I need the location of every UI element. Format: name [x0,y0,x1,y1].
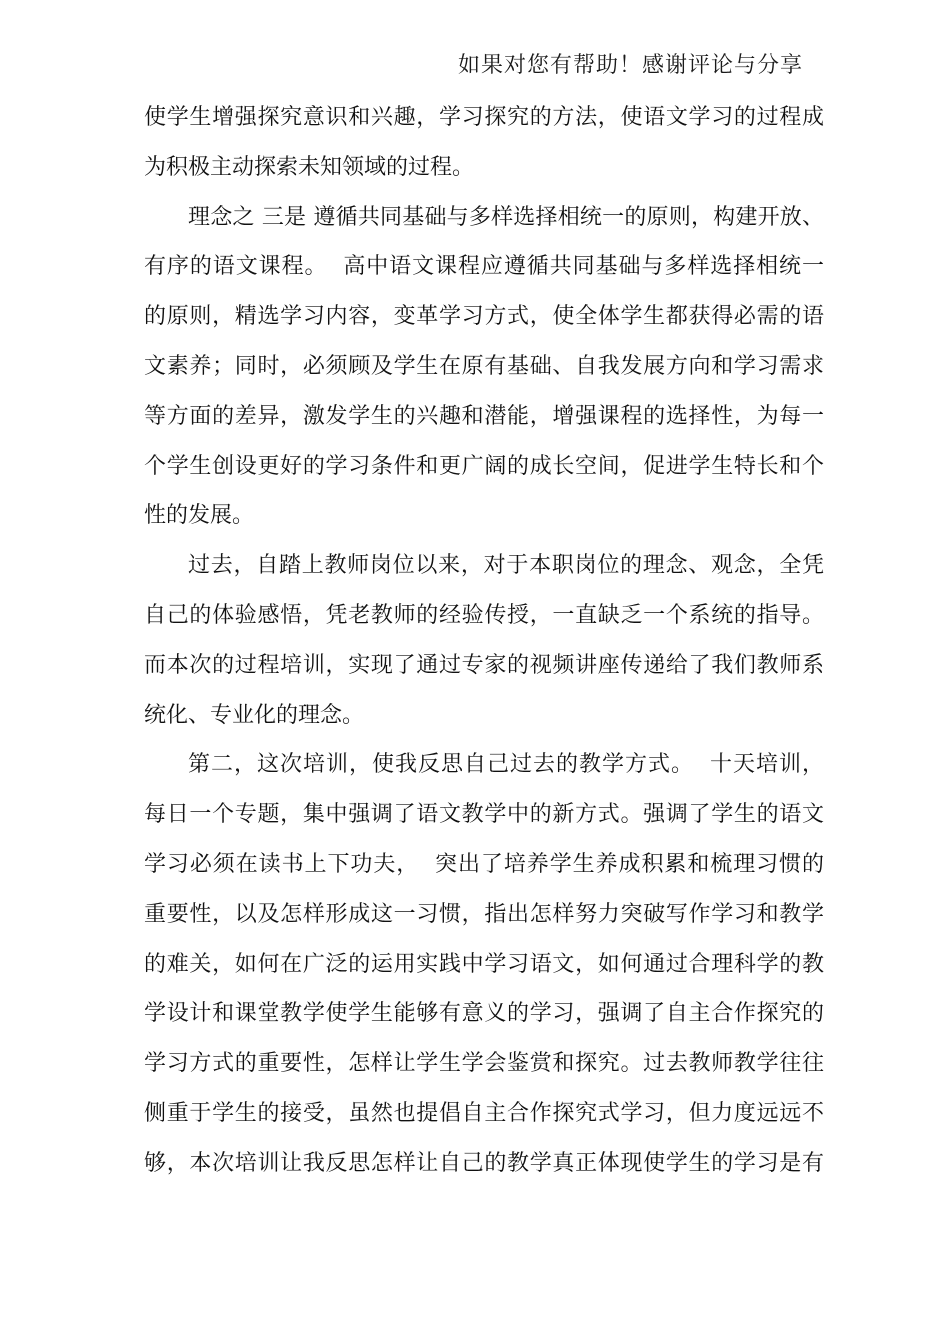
text-line: 重要性，以及怎样形成这一习惯，指出怎样努力突破写作学习和教学 [144,901,824,927]
text-line: 个学生创设更好的学习条件和更广阔的成长空间，促进学生特长和个 [144,453,824,479]
paragraph [144,740,824,1188]
header-note: 如果对您有帮助！感谢评论与分享 [458,53,804,78]
paragraph [144,93,824,193]
text-line: 统化、专业化的理念。 [144,702,365,728]
text-line: 使学生增强探究意识和兴趣，学习探究的方法，使语文学习的过程成 [144,105,824,130]
text-line: 有序的语文课程。 高中语文课程应遵循共同基础与多样选择相统一 [144,254,824,280]
text-line: 的原则，精选学习内容，变革学习方式，使全体学生都获得必需的语 [144,304,824,330]
text-line: 等方面的差异，激发学生的兴趣和潜能，增强课程的选择性，为每一 [144,403,824,429]
text-line: 侧重于学生的接受，虽然也提倡自主合作探究式学习，但力度远远不 [144,1100,824,1126]
paragraph [144,193,824,542]
text-line: 的难关，如何在广泛的运用实践中学习语文，如何通过合理科学的教 [144,951,824,977]
text-line: 每日一个专题，集中强调了语文教学中的新方式。强调了学生的语文 [144,802,824,828]
text-line: 而本次的过程培训，实现了通过专家的视频讲座传递给了我们教师系 [144,652,824,678]
document-body [144,93,824,1189]
text-line: 学习必须在读书上下功夫， 突出了培养学生养成积累和梳理习惯的 [144,851,824,877]
text-line: 自己的体验感悟，凭老教师的经验传授，一直缺乏一个系统的指导。 [144,602,824,628]
text-line: 为积极主动探索未知领域的过程。 [144,154,475,180]
paragraph [144,541,824,740]
text-line: 第二，这次培训，使我反思自己过去的教学方式。 十天培训， [188,752,824,778]
text-line: 学习方式的重要性，怎样让学生学会鉴赏和探究。过去教师教学往往 [144,1051,824,1077]
text-line: 理念之 三是 遵循共同基础与多样选择相统一的原则，构建开放、 [188,204,824,230]
text-line: 够，本次培训让我反思怎样让自己的教学真正体现使学生的学习是有 [144,1150,824,1176]
text-line: 过去，自踏上教师岗位以来，对于本职岗位的理念、观念，全凭 [188,553,824,579]
text-line: 学设计和课堂教学使学生能够有意义的学习，强调了自主合作探究的 [144,1001,824,1027]
text-line: 性的发展。 [144,503,255,529]
text-line: 文素养；同时，必须顾及学生在原有基础、自我发展方向和学习需求 [144,353,824,379]
